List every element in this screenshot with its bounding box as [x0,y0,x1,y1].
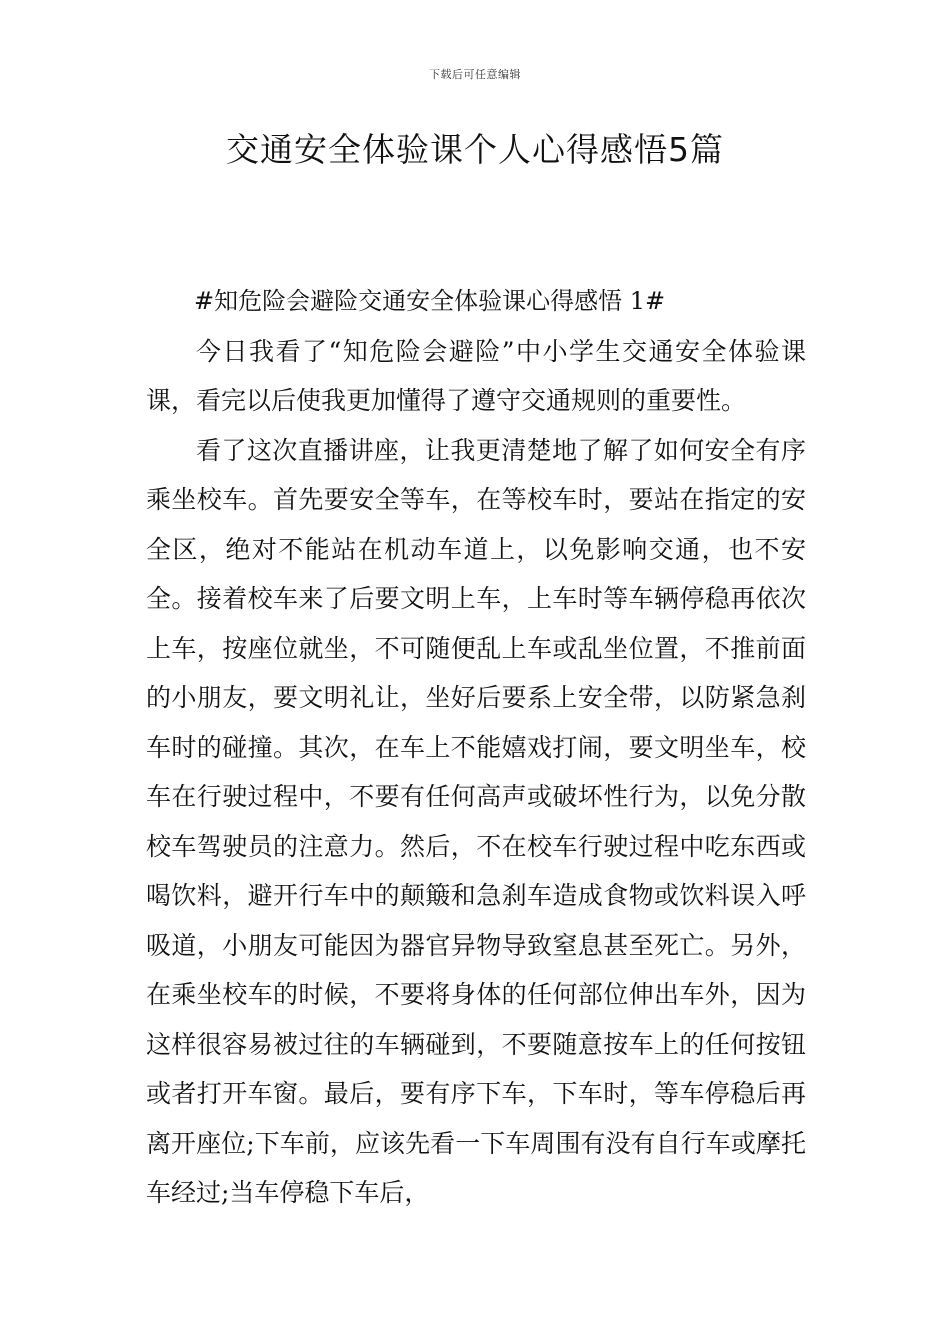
paragraph-2: 看了这次直播讲座，让我更清楚地了解了如何安全有序乘坐校车。首先要安全等车，在等校车时，要站在指定的安全区，绝对不能站在机动车道上，以免影响交通，也不安全。接着校车来了后要文明上车，上车时等车辆停稳再依次上车，按座位就坐，不可随便乱上车或乱坐位置，不推前面的小朋友，要文明礼让，坐好后要系上安全带，以防紧急刹车时的碰撞。其次，在车上不能嬉戏打闹，要文明坐车，校车在行驶过程中，不要有任何高声或破坏性行为，以免分散校车驾驶员的注意力。然后，不在校车行驶过程中吃东西或喝饮料，避开行车中的颠簸和急刹车造成食物或饮料误入呼吸道，小朋友可能因为器官异物导致窒息甚至死亡。另外，在乘坐校车的时候，不要将身体的任何部位伸出车外，因为这样很容易被过往的车辆碰到，不要随意按车上的任何按钮或者打开车窗。最后，要有序下车，下车时，等车停稳后再离开座位;下车前，应该先看一下车周围有没有自行车或摩托车经过;当车停稳下车后， [146,435,806,1207]
header-note: 下载后可任意编辑 [429,68,521,81]
document-body [146,277,806,1218]
document-title: 交通安全体验课个人心得感悟5篇 [226,130,724,169]
section-heading: #知危险会避险交通安全体验课心得感悟 1# [194,287,666,315]
paragraph-1: 今日我看了“知危险会避险”中小学生交通安全体验课课，看完以后使我更加懂得了遵守交通规则的重要性。 [146,336,806,415]
